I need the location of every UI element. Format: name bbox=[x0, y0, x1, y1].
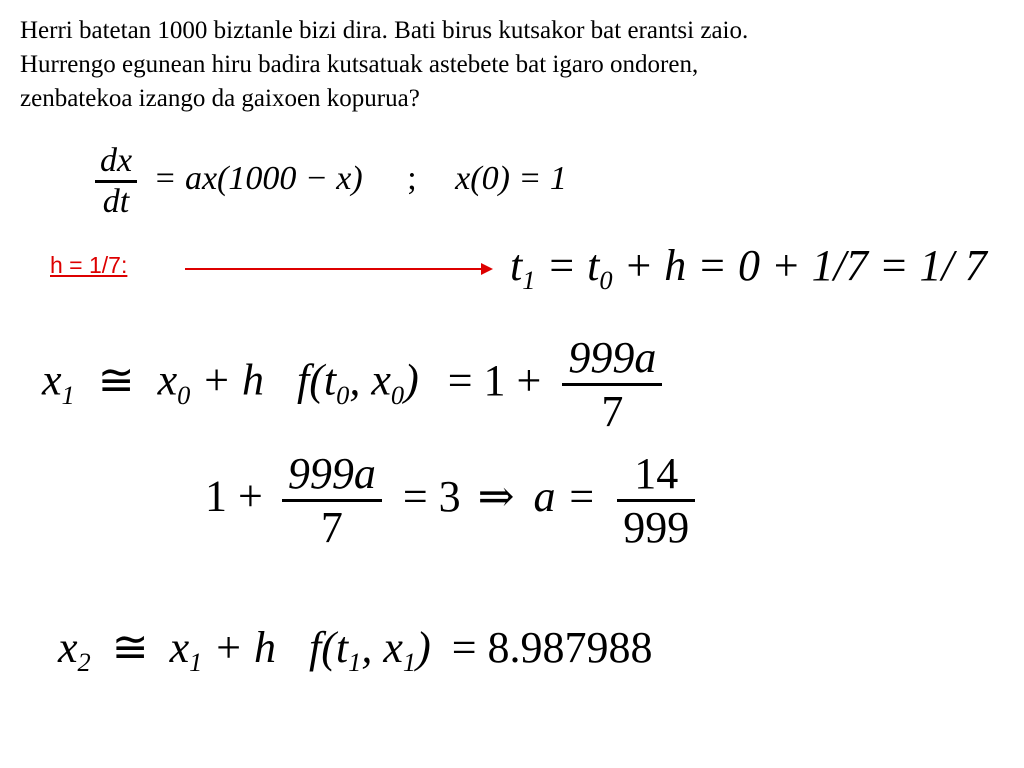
x1-comma-x: , x bbox=[349, 355, 391, 405]
x1-fraction-numerator: 999a bbox=[568, 333, 657, 382]
solve-fraction-denominator: 7 bbox=[320, 503, 343, 552]
t1-equation bbox=[510, 240, 987, 296]
ode-rhs: = ax(1000 − x) bbox=[153, 160, 363, 198]
x1-subscript: 1 bbox=[402, 647, 417, 678]
x2-result: = 8.987988 bbox=[451, 623, 653, 672]
x1-close-paren: ) bbox=[404, 355, 419, 405]
derivative-numerator: dx bbox=[99, 142, 133, 179]
a-fraction-numerator: 14 bbox=[634, 449, 679, 498]
problem-line-3: zenbatekoa izango da gaixoen kopurua? bbox=[20, 85, 420, 112]
t1-rest: + h = 0 + 1/7 = 1/ 7 bbox=[612, 241, 987, 290]
approx-symbol: ≅ bbox=[97, 355, 135, 405]
x1-symbol: x bbox=[169, 623, 190, 672]
x1-equation bbox=[42, 332, 662, 437]
problem-line-2: Hurrengo egunean hiru badira kutsatuak astebete bat igaro ondoren, bbox=[20, 51, 699, 78]
t1-subscript: 1 bbox=[522, 265, 536, 296]
x1-equals-one-plus: = 1 + bbox=[447, 355, 542, 405]
x1-subscript: 1 bbox=[189, 647, 203, 678]
t0-subscript: 0 bbox=[336, 379, 350, 410]
x2-comma-x: , x bbox=[361, 623, 403, 672]
derivative-denominator: dt bbox=[102, 183, 130, 220]
solve-fraction bbox=[282, 448, 382, 553]
problem-line-1: Herri batetan 1000 biztanle bizi dira. Bati birus kutsakor bat erantsi zaio. bbox=[20, 17, 749, 44]
right-arrow-icon bbox=[185, 261, 495, 277]
x0-subscript: 0 bbox=[177, 379, 191, 410]
ode-separator: ; bbox=[407, 160, 417, 198]
x0-symbol: x bbox=[157, 355, 178, 405]
approx-symbol: ≅ bbox=[111, 623, 149, 672]
solve-for-a bbox=[205, 448, 695, 553]
x1-fraction-denominator: 7 bbox=[601, 387, 624, 436]
solve-fraction-numerator: 999a bbox=[287, 449, 376, 498]
problem-statement bbox=[20, 14, 1020, 116]
x0-subscript: 0 bbox=[390, 379, 405, 410]
x2-equation bbox=[58, 622, 653, 678]
equals-three: = 3 bbox=[402, 471, 461, 521]
implies-arrow-icon: ⇒ bbox=[477, 471, 515, 521]
step-size-label: h = 1/7: bbox=[50, 252, 128, 278]
x1-symbol: x bbox=[42, 355, 62, 405]
solve-one-plus: 1 + bbox=[205, 471, 263, 521]
t1-equals-t0: = t bbox=[535, 241, 600, 290]
x2-subscript: 2 bbox=[77, 647, 91, 678]
a-fraction-denominator: 999 bbox=[623, 503, 690, 552]
x2-close-paren: ) bbox=[416, 623, 431, 672]
t0-subscript: 0 bbox=[599, 265, 613, 296]
x1-plus-h-f: + h f(t bbox=[201, 355, 337, 405]
t1-symbol: t bbox=[510, 241, 523, 290]
derivative-fraction bbox=[95, 142, 137, 221]
x2-symbol: x bbox=[58, 623, 78, 672]
x1-subscript: 1 bbox=[61, 379, 75, 410]
ode-equation bbox=[95, 142, 567, 221]
initial-condition: x(0) = 1 bbox=[455, 160, 567, 198]
a-fraction bbox=[617, 448, 695, 553]
a-equals: a = bbox=[533, 471, 597, 521]
x1-fraction bbox=[562, 332, 662, 437]
x2-plus-h-f: + h f(t bbox=[213, 623, 349, 672]
t1-subscript: 1 bbox=[348, 647, 362, 678]
